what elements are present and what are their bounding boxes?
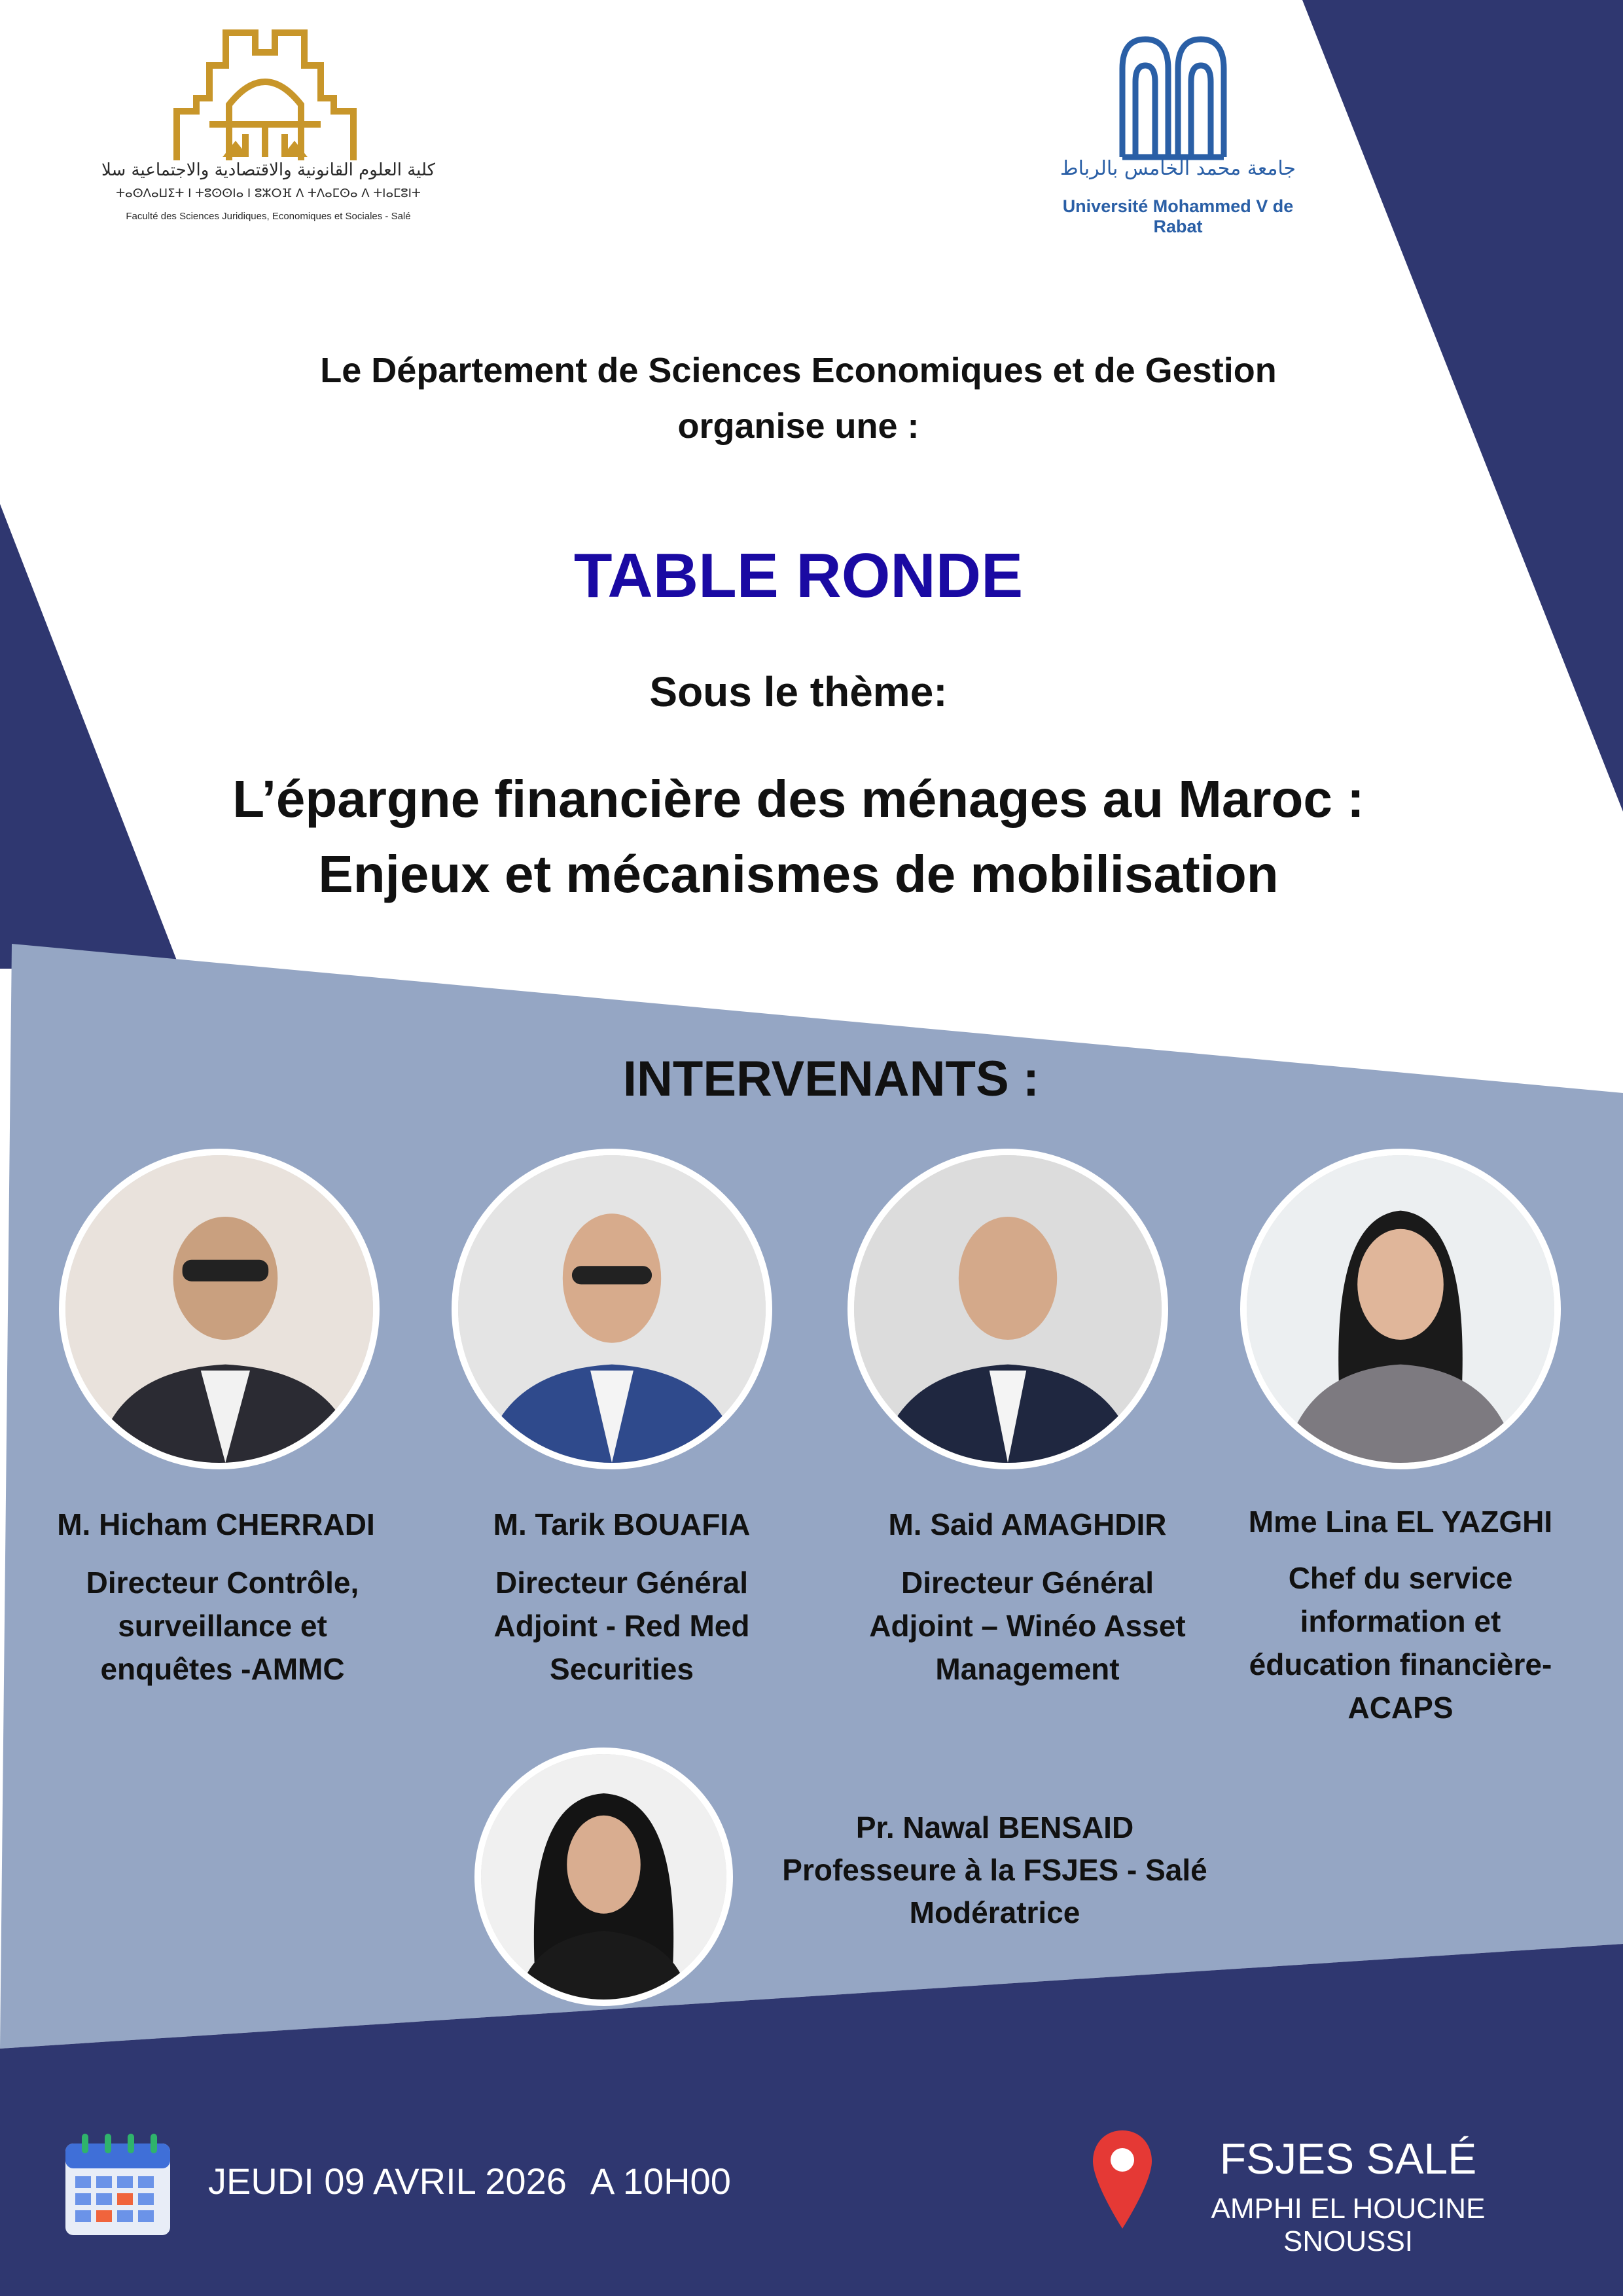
role-line: surveillance et xyxy=(118,1609,327,1643)
faculty-name-tifinagh: ⵜⴰⵙⴷⴰⵡⵉⵜ ⵏ ⵜⵓⵙⵙⵏⴰ ⵏ ⵓⵣⵔⴼ ⴷ ⵜⴷⴰⵎⵙⴰ ⴷ ⵜⵏⴰⵎⵓⵏⵜ xyxy=(116,187,421,200)
role-line: Adjoint – Winéo Asset xyxy=(869,1609,1186,1643)
theme-title-line2: Enjeux et mécanismes de mobilisation xyxy=(318,845,1279,903)
speaker-photo-2 xyxy=(452,1149,772,1469)
event-type-title: TABLE RONDE xyxy=(573,541,1024,611)
speakers-heading: INTERVENANTS : xyxy=(622,1051,1040,1107)
theme-title-line1: L’épargne financière des ménages au Maroc : xyxy=(232,770,1364,828)
speaker-portrait-icon xyxy=(65,1155,373,1463)
moderator-title: Modératrice xyxy=(909,1895,1080,1929)
moderator-photo xyxy=(474,1748,733,2006)
venue-name: FSJES SALÉ xyxy=(1219,2134,1477,2183)
organise-line: organise une : xyxy=(677,406,919,446)
moderator-portrait-icon xyxy=(481,1754,726,2000)
faculty-emblem-icon xyxy=(170,26,360,164)
speaker-name-4: Mme Lina EL YAZGHI xyxy=(1248,1505,1553,1539)
university-logo xyxy=(1041,29,1315,236)
role-line: Securities xyxy=(550,1652,694,1686)
role-line: éducation financière- xyxy=(1249,1647,1552,1681)
role-line: Adjoint - Red Med xyxy=(493,1609,750,1643)
university-name-french: Université Mohammed V de Rabat xyxy=(1062,196,1294,236)
role-line: Directeur Général xyxy=(495,1566,749,1600)
speaker-photo-4 xyxy=(1240,1149,1561,1469)
theme-intro: Sous le thème: xyxy=(649,668,948,715)
faculty-name-arabic: كلية العلوم القانونية والاقتصادية والاجتماعية سلا xyxy=(101,160,435,180)
role-line: enquêtes -AMMC xyxy=(100,1652,345,1686)
faculty-name-french: Faculté des Sciences Juridiques, Economiques et Sociales - Salé xyxy=(126,211,411,222)
moderator-name: Pr. Nawal BENSAID xyxy=(855,1810,1134,1844)
university-name-arabic: جامعة محمد الخامس بالرباط xyxy=(1060,157,1296,180)
role-line: Management xyxy=(935,1652,1120,1686)
speaker-portrait-icon xyxy=(458,1155,766,1463)
role-line: ACAPS xyxy=(1347,1691,1454,1725)
speaker-role-2 xyxy=(425,1561,818,1691)
event-time: A 10H00 xyxy=(590,2161,731,2202)
speaker-role-1 xyxy=(20,1561,425,1691)
department-line: Le Département de Sciences Economiques et de Gestion xyxy=(320,351,1277,390)
role-line: Directeur Contrôle, xyxy=(86,1566,359,1600)
role-line: information et xyxy=(1300,1604,1501,1638)
faculty-logo xyxy=(98,26,438,236)
speaker-portrait-icon xyxy=(854,1155,1162,1463)
event-date: JEUDI 09 AVRIL 2026 xyxy=(208,2161,567,2202)
speaker-name-2: M. Tarik BOUAFIA xyxy=(493,1507,751,1541)
role-line: Directeur Général xyxy=(901,1566,1154,1600)
speaker-photo-1 xyxy=(59,1149,380,1469)
speaker-portrait-icon xyxy=(1247,1155,1554,1463)
calendar-icon xyxy=(62,2130,173,2238)
location-pin-icon xyxy=(1090,2127,1155,2232)
speaker-photo-3 xyxy=(847,1149,1168,1469)
university-emblem-icon xyxy=(1116,29,1227,160)
speaker-name-3: M. Said AMAGHDIR xyxy=(888,1507,1167,1541)
speaker-name-1: M. Hicham CHERRADI xyxy=(57,1507,375,1541)
speaker-role-3 xyxy=(831,1561,1224,1691)
role-line: Chef du service xyxy=(1288,1561,1513,1595)
moderator-role: Professeure à la FSJES - Salé xyxy=(782,1853,1207,1887)
speaker-role-4 xyxy=(1224,1556,1577,1729)
venue-room: AMPHI EL HOUCINE SNOUSSI xyxy=(1211,2193,1486,2257)
